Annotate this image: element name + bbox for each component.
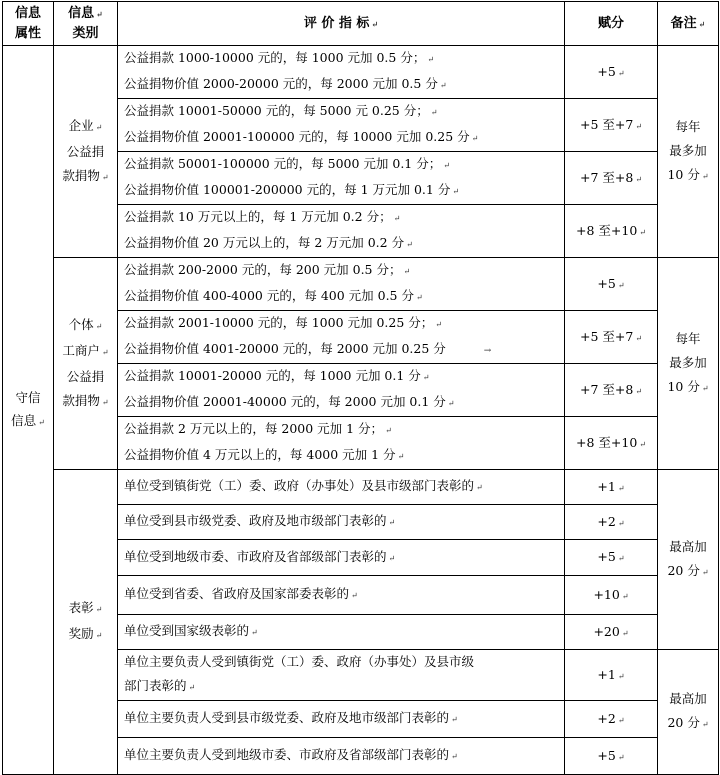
indicator-cell: 单位受到国家级表彰的 ↵ <box>118 615 565 650</box>
evaluation-table <box>2 1 719 775</box>
note-enterprise: 每年 最多加 10 分 ↵ <box>658 46 719 258</box>
indicator-cell: 单位主要负责人受到镇街党（工）委、政府（办事处）及县市级 部门表彰的 ↵ <box>118 650 565 701</box>
indicator-cell: 单位受到地级市委、市政府及省部级部门表彰的 ↵ <box>118 540 565 576</box>
category-awards: 表彰 ↵ 奖励 ↵ <box>54 470 118 775</box>
score-cell: +8 至+10 ↵ <box>565 417 658 470</box>
score-cell: +7 至+8 ↵ <box>565 364 658 417</box>
indicator-cell: 公益捐款 200-2000 元的，每 200 元加 0.5 分； ↵ 公益捐物价值 400-4000 元的，每 400 元加 0.5 分 ↵ <box>118 258 565 311</box>
score-cell: +5 ↵ <box>565 738 658 775</box>
indicator-cell: 公益捐款 2 万元以上的，每 2000 元加 1 分； ↵ 公益捐物价值 4 万元以上的，每 4000 元加 1 分 ↵ <box>118 417 565 470</box>
score-cell: +5 至+7 ↵ <box>565 311 658 364</box>
score-cell: +5 至+7 ↵ <box>565 99 658 152</box>
indicator-cell: 单位主要负责人受到地级市委、市政府及省部级部门表彰的 ↵ <box>118 738 565 775</box>
indicator-cell: 单位受到镇街党（工）委、政府（办事处）及县市级部门表彰的 ↵ <box>118 470 565 505</box>
indicator-cell: 单位受到县市级党委、政府及地市级部门表彰的 ↵ <box>118 505 565 540</box>
table-row <box>3 470 719 505</box>
score-cell: +5 ↵ <box>565 46 658 99</box>
table-row <box>3 46 719 99</box>
note-individual: 每年 最多加 10 分 ↵ <box>658 258 719 470</box>
score-cell: +5 ↵ <box>565 540 658 576</box>
indicator-cell: 单位受到省委、省政府及国家部委表彰的 ↵ <box>118 576 565 615</box>
indicator-cell: 公益捐款 10001-50000 元的，每 5000 元 0.25 分； ↵ 公益捐物价值 20001-100000 元的，每 10000 元加 0.25 分 ↵ <box>118 99 565 152</box>
category-enterprise-donation: 企业 ↵ 公益捐 款捐物 ↵ <box>54 46 118 258</box>
header-info-attribute: 信息 属性 <box>3 2 54 46</box>
indicator-cell: 单位主要负责人受到县市级党委、政府及地市级部门表彰的 ↵ <box>118 701 565 738</box>
score-cell: +10 ↵ <box>565 576 658 615</box>
header-score: 赋分 <box>565 2 658 46</box>
indicator-cell: 公益捐款 10 万元以上的，每 1 万元加 0.2 分； ↵ 公益捐物价值 20 万元以上的，每 2 万元加 0.2 分 ↵ <box>118 205 565 258</box>
note-awards-leader: 最高加 20 分 ↵ <box>658 650 719 775</box>
attribute-cell: 守信 信息 ↵ <box>3 46 54 775</box>
score-cell: +2 ↵ <box>565 701 658 738</box>
note-awards-unit: 最高加 20 分 ↵ <box>658 470 719 650</box>
indicator-cell: 公益捐款 1000-10000 元的，每 1000 元加 0.5 分； ↵ 公益捐物价值 2000-20000 元的，每 2000 元加 0.5 分 ↵ <box>118 46 565 99</box>
score-cell: +8 至+10 ↵ <box>565 205 658 258</box>
table-row <box>3 258 719 311</box>
indicator-cell: 公益捐款 50001-100000 元的，每 5000 元加 0.1 分； ↵ 公益捐物价值 100001-200000 元的，每 1 万元加 0.1 分 ↵ <box>118 152 565 205</box>
score-cell: +5 ↵ <box>565 258 658 311</box>
category-individual-donation: 个体 ↵ 工商户 ↵ 公益捐 款捐物 ↵ <box>54 258 118 470</box>
indicator-cell: 公益捐款 2001-10000 元的，每 1000 元加 0.25 分； ↵ 公益捐物价值 4001-20000 元的，每 2000 元加 0.25 分 → <box>118 311 565 364</box>
score-cell: +20 ↵ <box>565 615 658 650</box>
header-indicator: 评 价 指 标 ↵ <box>118 2 565 46</box>
indicator-cell: 公益捐款 10001-20000 元的，每 1000 元加 0.1 分 ↵ 公益捐物价值 20001-40000 元的，每 2000 元加 0.1 分 ↵ <box>118 364 565 417</box>
header-info-category: 信息 ↵ 类别 <box>54 2 118 46</box>
score-cell: +7 至+8 ↵ <box>565 152 658 205</box>
header-row <box>3 2 719 46</box>
score-cell: +1 ↵ <box>565 650 658 701</box>
score-cell: +2 ↵ <box>565 505 658 540</box>
score-cell: +1 ↵ <box>565 470 658 505</box>
header-note: 备注 ↵ <box>658 2 719 46</box>
